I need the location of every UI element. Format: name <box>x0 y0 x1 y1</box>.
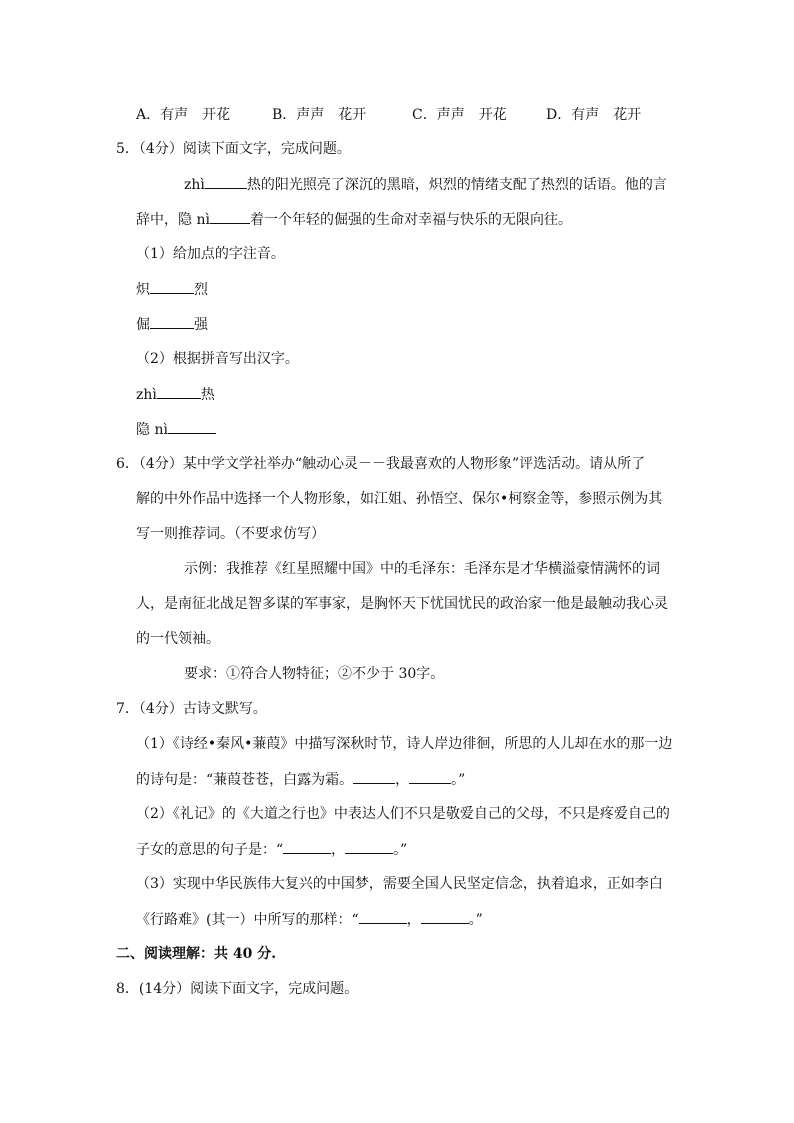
q4-option-a: A．有声 开花 <box>136 107 231 123</box>
section-title: 二、阅读理解：共 40 分. <box>116 946 277 962</box>
answer-blank[interactable] <box>210 209 250 224</box>
q8-header: 8．(14分）阅读下面文字，完成问题。 <box>116 981 359 997</box>
q7-header: 7．（4分）古诗文默写。 <box>116 701 267 717</box>
answer-blank[interactable] <box>409 769 451 784</box>
q6-requirement: 要求：①符合人物特征；②不少于 30字。 <box>184 666 445 682</box>
answer-blank[interactable] <box>421 909 469 924</box>
q6-line2: 解的中外作品中选择一个人物形象，如江姐、孙悟空、保尔•柯察金等，参照示例为其 <box>136 491 663 507</box>
answer-blank[interactable] <box>283 839 331 854</box>
q6-line1: 6．（4分）某中学文学社举办“触动心灵－－我最喜欢的人物形象”评选活动。请从所了 <box>116 456 646 472</box>
q5-header: 5．（4分）阅读下面文字，完成问题。 <box>116 141 351 157</box>
q5-sub1: （1）给加点的字注音。 <box>136 246 285 262</box>
q7-s3-line1: （3）实现中华民族伟大复兴的中国梦，需要全国人民坚定信念，执着追求，正如李白 <box>136 876 663 892</box>
q5-passage-line1: zhì 热的阳光照亮了深沉的黑暗，炽烈的情绪支配了热烈的话语。他的言 <box>184 174 667 194</box>
q5-sub2: （2）根据拼音写出汉字。 <box>136 351 299 367</box>
answer-blank[interactable] <box>157 384 201 399</box>
q7-s1-line1: （1）《诗经•秦风•蒹葭》中描写深秋时节，诗人岸边徘徊，所思的人儿却在水的那一边 <box>136 736 673 752</box>
q5-sub2-b: 隐 nì <box>136 419 216 439</box>
q5-sub1-a: 炽 烈 <box>136 279 208 299</box>
q7-s2-line2: 子女的意思的句子是：“ ， 。” <box>136 839 407 859</box>
answer-blank[interactable] <box>150 314 194 329</box>
q4-option-c: C．声声 开花 <box>412 107 507 123</box>
q5-sub1-b: 倔 强 <box>136 314 208 334</box>
q6-example-line1: 示例：我推荐《红星照耀中国》中的毛泽东：毛泽东是才华横溢豪情满怀的词 <box>184 561 660 577</box>
q6-example-line3: 的一代领袖。 <box>136 631 220 647</box>
answer-blank[interactable] <box>359 909 407 924</box>
q4-option-d: D．有声 花开 <box>546 107 642 123</box>
answer-blank[interactable] <box>168 419 216 434</box>
answer-blank[interactable] <box>345 839 393 854</box>
q7-s2-line1: （2）《礼记》的《大道之行也》中表达人们不只是敬爱自己的父母，不只是疼爱自己的 <box>136 806 670 822</box>
q7-s1-line2: 的诗句是：“蒹葭苍苍，白露为霜。 ， 。” <box>136 769 465 789</box>
answer-blank[interactable] <box>150 279 194 294</box>
q6-line3: 写一则推荐词。（不要求仿写） <box>136 526 325 542</box>
answer-blank[interactable] <box>353 769 395 784</box>
q6-example-line2: 人，是南征北战足智多谋的军事家，是胸怀天下忧国忧民的政治家一他是最触动我心灵 <box>136 596 668 612</box>
q5-passage-line2: 辞中，隐 nì 着一个年轻的倔强的生命对幸福与快乐的无限向往。 <box>136 209 572 229</box>
q5-sub2-a: zhì 热 <box>136 384 215 404</box>
answer-blank[interactable] <box>205 174 247 189</box>
q4-option-b: B．声声 花开 <box>272 107 367 123</box>
q7-s3-line2: 《行路难》(其一）中所写的那样：“ ， 。” <box>136 909 483 929</box>
